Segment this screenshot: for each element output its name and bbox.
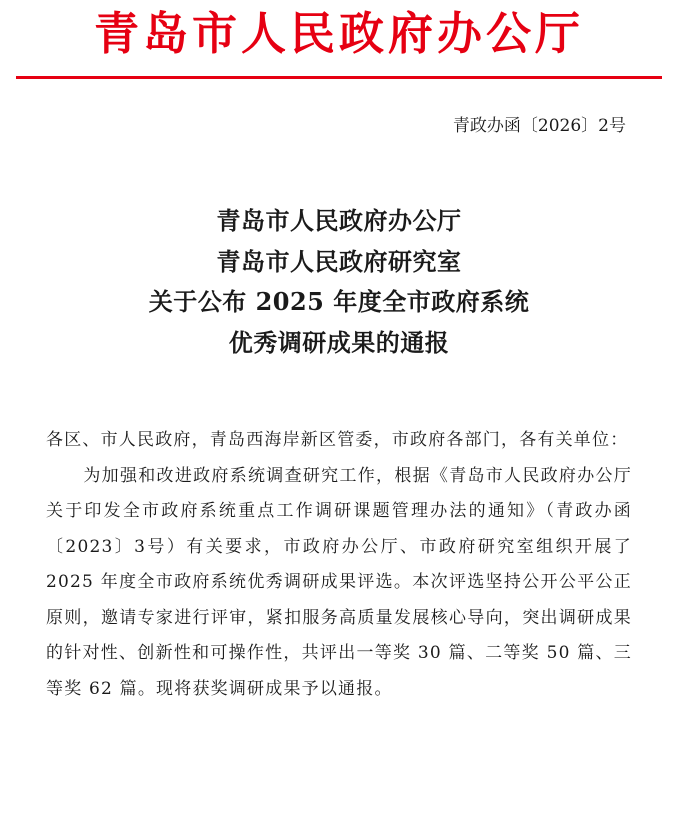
document-title xyxy=(0,201,678,363)
red-divider-line xyxy=(16,76,662,79)
body-paragraph: 为加强和改进政府系统调查研究工作，根据《青岛市人民政府办公厅关于印发全市政府系统重点工作调研课题管理办法的通知》（青政办函〔2023〕3号）有关要求，市政府办公厅、市政府研究室组织开展了 2025 年度全市政府系统优秀调研成果评选。本次评选坚持公开公平公正原则，邀请专家进行评审，紧扣服务高质量发展核心导向，突出调研成果的针对性、创新性和可操作性，共评出一等奖 30 篇、二等奖 50 篇、三等奖 62 篇。现将获奖调研成果予以通报。 xyxy=(46,465,632,699)
salutation: 各区、市人民政府，青岛西海岸新区管委，市政府各部门，各有关单位： xyxy=(46,430,629,450)
title-line-3: 关于公布 2025 年度全市政府系统 xyxy=(148,287,530,316)
document-body xyxy=(46,423,632,707)
title-line-1: 青岛市人民政府办公厅 xyxy=(216,206,462,235)
title-line-4: 优秀调研成果的通报 xyxy=(228,327,450,357)
title-line-2: 青岛市人民政府研究室 xyxy=(216,246,462,276)
document-number: 青政办函〔2026〕2号 xyxy=(452,116,626,136)
masthead-title: 青岛市人民政府办公厅 xyxy=(93,7,584,60)
